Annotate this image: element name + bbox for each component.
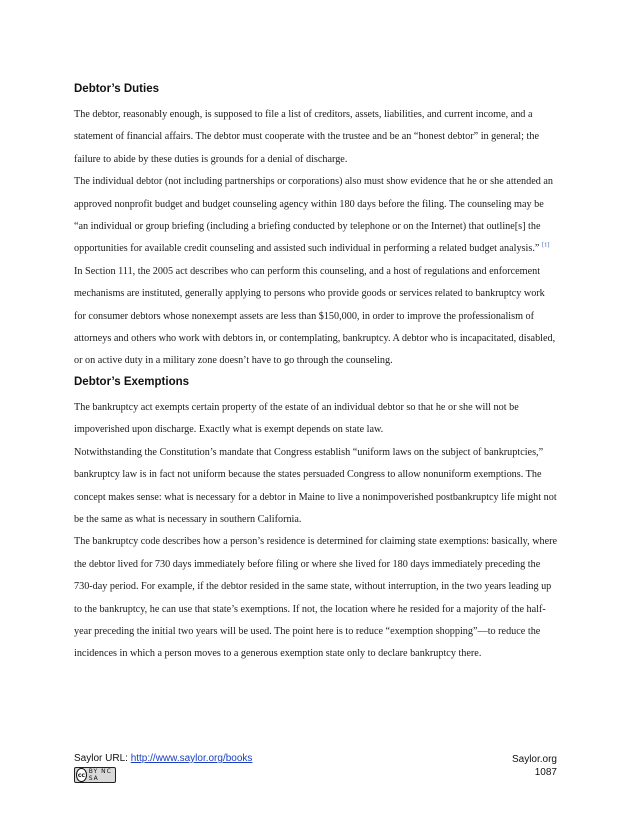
page-content: [74, 80, 558, 666]
license-terms: BY NC SA: [88, 768, 112, 782]
paragraph: The bankruptcy code describes how a person’s residence is determined for claiming state exemptions: basically, where the debtor lived for 730 days immediately before filing or where she lived for 180 days immediately preceding the 730-day period. For example, if the debtor resided in the same state, without interruption, in the two years leading up to the bankruptcy, he can use that state’s exemptions. If not, the location where he resided for a majority of the half-year preceding the initial two years will be used. The point here is to reduce “exemption shopping”—to reduce the incidences in which a person moves to a generous exemption state only to declare bankruptcy there.: [74, 536, 558, 660]
paragraph: [74, 171, 558, 373]
page-number: 1087: [534, 767, 557, 778]
paragraph: The bankruptcy act exempts certain property of the estate of an individual debtor so that he or she will not be impoverished upon discharge. Exactly what is exempt depends on state law.: [74, 401, 519, 436]
paragraph-text: The individual debtor (not including partnerships or corporations) also must show evidence that he or she attended an approved nonprofit budget and budget counseling agency within 180 days before the filing. The counseling may be “an individual or group briefing (including a briefing conducted by telephone or on the Internet) that outline[s] the opportunities for available credit counseling and assisted such individual in performing a related budget analysis.”: [74, 176, 553, 255]
footer-source-label: Saylor URL:: [74, 753, 131, 764]
footer-source-link[interactable]: http://www.saylor.org/books: [130, 753, 253, 764]
paragraph-text: In Section 111, the 2005 act describes who can perform this counseling, and a host of regulations and enforcement mechanisms are instituted, generally applying to persons who provide goods or services related to bankruptcy work for consumer debtors whose nonexempt assets are less than $150,000, in order to improve the professionalism of attorneys and others who work with debtors in, or contemplating, bankruptcy. A debtor who is incapacitated, disabled, or on active duty in a military zone doesn’t have to go through the counseling.: [74, 265, 556, 367]
footer-right: [512, 753, 557, 779]
paragraph: Notwithstanding the Constitution’s mandate that Congress establish “uniform laws on the subject of bankruptcies,” bankruptcy law is in fact not uniform because the states persuaded Congress to allow nonuniform exemptions. The concept makes sense: what is necessary for a debtor in Maine to live a nonimpoverished postbankruptcy life might not be the same as what is necessary in southern California.: [74, 446, 557, 525]
creative-commons-license-icon: [74, 767, 116, 783]
section-heading-debtors-exemptions: Debtor’s Exemptions: [74, 375, 190, 388]
footer-source: [74, 753, 252, 764]
footer-site: Saylor.org: [511, 754, 557, 765]
paragraph: The debtor, reasonably enough, is supposed to file a list of creditors, assets, liabilities, and current income, and a statement of financial affairs. The debtor must cooperate with the trustee and be an “honest debtor” in general; the failure to abide by these duties is grounds for a denial of discharge.: [74, 109, 539, 165]
cc-icon: cc: [76, 768, 87, 782]
section-heading-debtors-duties: Debtor’s Duties: [74, 83, 159, 95]
footnote-reference[interactable]: [1]: [541, 242, 550, 250]
